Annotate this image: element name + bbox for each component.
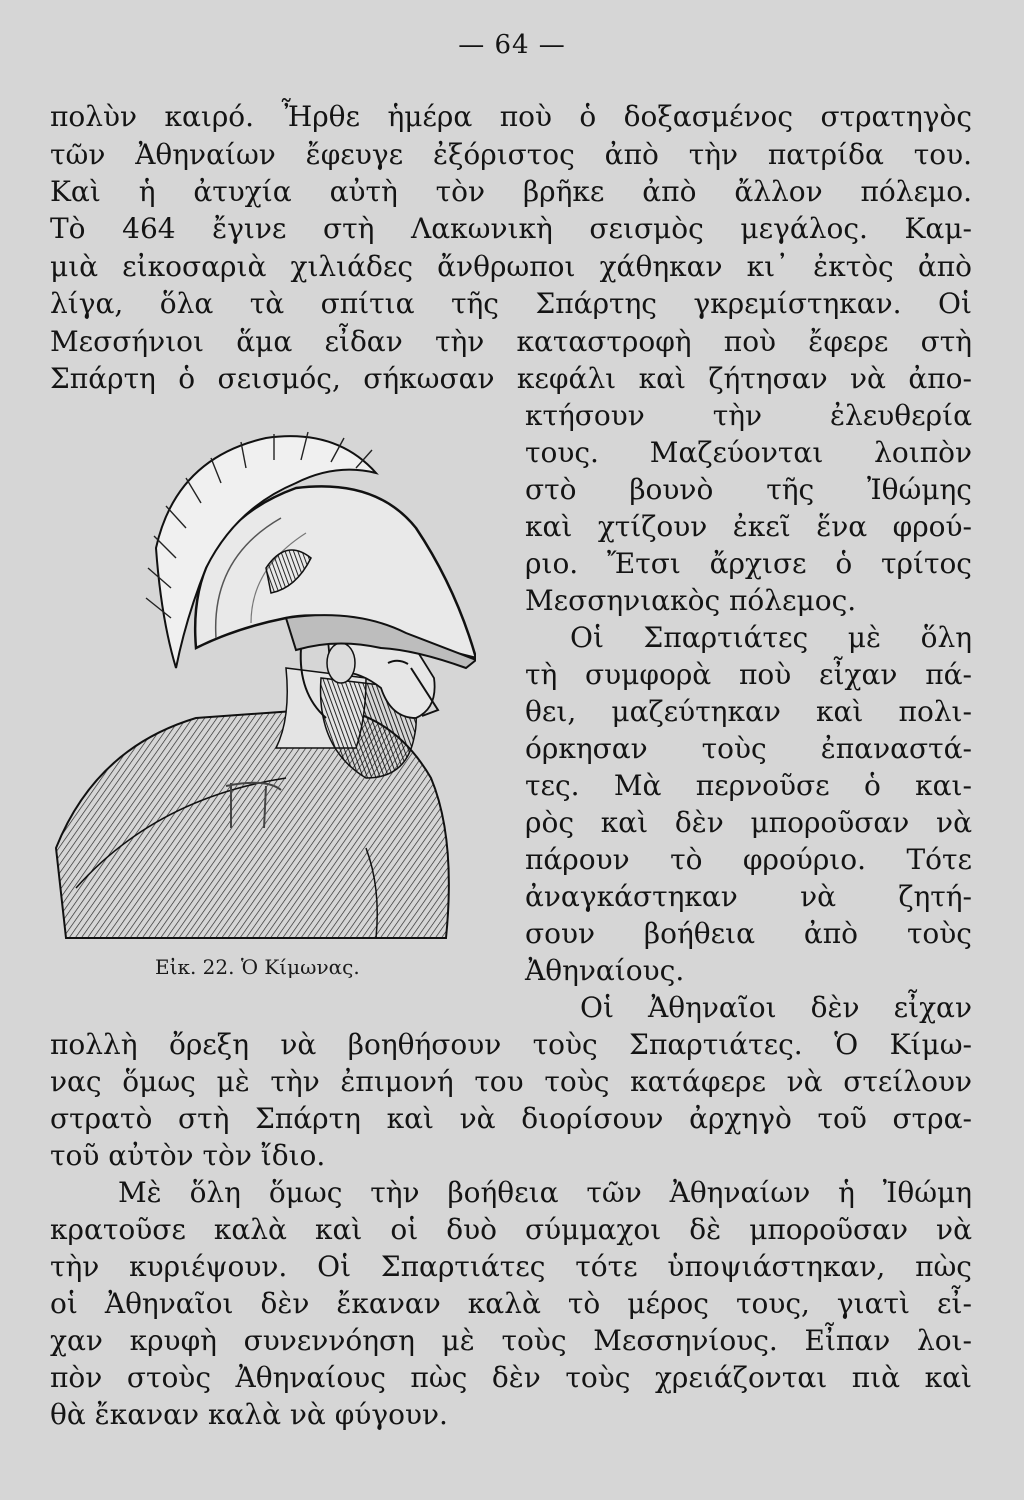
text-line: Σπάρτη ὁ σεισμός, σήκωσαν κεφάλι καὶ ζήτησαν νὰ ἀπο- bbox=[50, 362, 972, 395]
text-line: πολὺν καιρό. Ἦρθε ἡμέρα ποὺ ὁ δοξασμένος στρατηγὸς bbox=[50, 100, 972, 133]
text-line: τους. Μαζεύονται λοιπὸν bbox=[525, 436, 972, 469]
helmet-portrait-icon bbox=[36, 418, 476, 948]
text-line: Οἱ Σπαρτιάτες μὲ ὅλη bbox=[570, 621, 972, 654]
text-line: σουν βοήθεια ἀπὸ τοὺς bbox=[525, 917, 972, 950]
text-line: τῶν Ἀθηναίων ἔφευγε ἐξόριστος ἀπὸ τὴν πατρίδα του. bbox=[50, 138, 972, 171]
text-line: Καὶ ἡ ἀτυχία αὐτὴ τὸν βρῆκε ἀπὸ ἄλλον πόλεμο. bbox=[50, 175, 972, 208]
text-line: πάρουν τὸ φρούριο. Τότε bbox=[525, 843, 972, 876]
text-line: Οἱ Ἀθηναῖοι δὲν εἶχαν bbox=[580, 991, 972, 1024]
text-line: μιὰ εἰκοσαριὰ χιλιάδες ἄνθρωποι χάθηκαν κι᾽ ἐκτὸς ἀπὸ bbox=[50, 250, 972, 283]
figure-caption: Εἰκ. 22. Ὁ Κίμωνας. bbox=[155, 955, 360, 979]
text-line: θὰ ἔκαναν καλὰ νὰ φύγουν. bbox=[50, 1398, 448, 1431]
page-number: — 64 — bbox=[458, 30, 566, 60]
text-line: πὸν στοὺς Ἀθηναίους πὼς δὲν τοὺς χρειάζονται πιὰ καὶ bbox=[50, 1361, 972, 1394]
text-line: οἱ Ἀθηναῖοι δὲν ἔκαναν καλὰ τὸ μέρος τους, γιατὶ εἶ- bbox=[50, 1287, 972, 1320]
text-line: Μεσσηνιακὸς πόλεμος. bbox=[525, 584, 857, 617]
text-line: τὴ συμφορὰ ποὺ εἶχαν πά- bbox=[525, 658, 972, 691]
text-line: κρατοῦσε καλὰ καὶ οἱ δυὸ σύμμαχοι δὲ μποροῦσαν νὰ bbox=[50, 1213, 972, 1246]
text-line: ἀναγκάστηκαν νὰ ζητή- bbox=[525, 880, 972, 913]
text-line: τοῦ αὐτὸν τὸν ἴδιο. bbox=[50, 1139, 326, 1172]
kimon-portrait-illustration bbox=[36, 418, 476, 948]
text-line: λίγα, ὅλα τὰ σπίτια τῆς Σπάρτης γκρεμίστηκαν. Οἱ bbox=[50, 287, 972, 320]
text-line: τὴν κυριέψουν. Οἱ Σπαρτιάτες τότε ὑποψιάστηκαν, πὼς bbox=[50, 1250, 972, 1283]
text-line: Μὲ ὅλη ὅμως τὴν βοήθεια τῶν Ἀθηναίων ἡ Ἰθώμη bbox=[118, 1176, 972, 1209]
text-line: κτήσουν τὴν ἐλευθερία bbox=[525, 399, 972, 432]
text-line: θει, μαζεύτηκαν καὶ πολι- bbox=[525, 695, 972, 728]
text-line: καὶ χτίζουν ἐκεῖ ἕνα φρού- bbox=[525, 510, 972, 543]
text-line: χαν κρυφὴ συνεννόηση μὲ τοὺς Μεσσηνίους. Εἶπαν λοι- bbox=[50, 1324, 972, 1357]
text-line: τες. Μὰ περνοῦσε ὁ και- bbox=[525, 769, 972, 802]
text-line: όρκησαν τοὺς ἐπαναστά- bbox=[525, 732, 972, 765]
text-line: νας ὅμως μὲ τὴν ἐπιμονή του τοὺς κατάφερε νὰ στείλουν bbox=[50, 1065, 972, 1098]
text-line: Ἀθηναίους. bbox=[525, 954, 685, 987]
text-line: στρατὸ στὴ Σπάρτη καὶ νὰ διορίσουν ἀρχηγὸ τοῦ στρα- bbox=[50, 1102, 972, 1135]
text-line: ριο. Ἔτσι ἄρχισε ὁ τρίτος bbox=[525, 547, 972, 580]
text-line: πολλὴ ὄρεξη νὰ βοηθήσουν τοὺς Σπαρτιάτες. Ὁ Κίμω- bbox=[50, 1028, 972, 1061]
text-line: ρὸς καὶ δὲν μποροῦσαν νὰ bbox=[525, 806, 972, 839]
text-line: Τὸ 464 ἔγινε στὴ Λακωνικὴ σεισμὸς μεγάλος. Καμ- bbox=[50, 212, 972, 245]
text-line: Μεσσήνιοι ἅμα εἶδαν τὴν καταστροφὴ ποὺ ἔφερε στὴ bbox=[50, 325, 972, 358]
text-line: στὸ βουνὸ τῆς Ἰθώμης bbox=[525, 473, 972, 506]
